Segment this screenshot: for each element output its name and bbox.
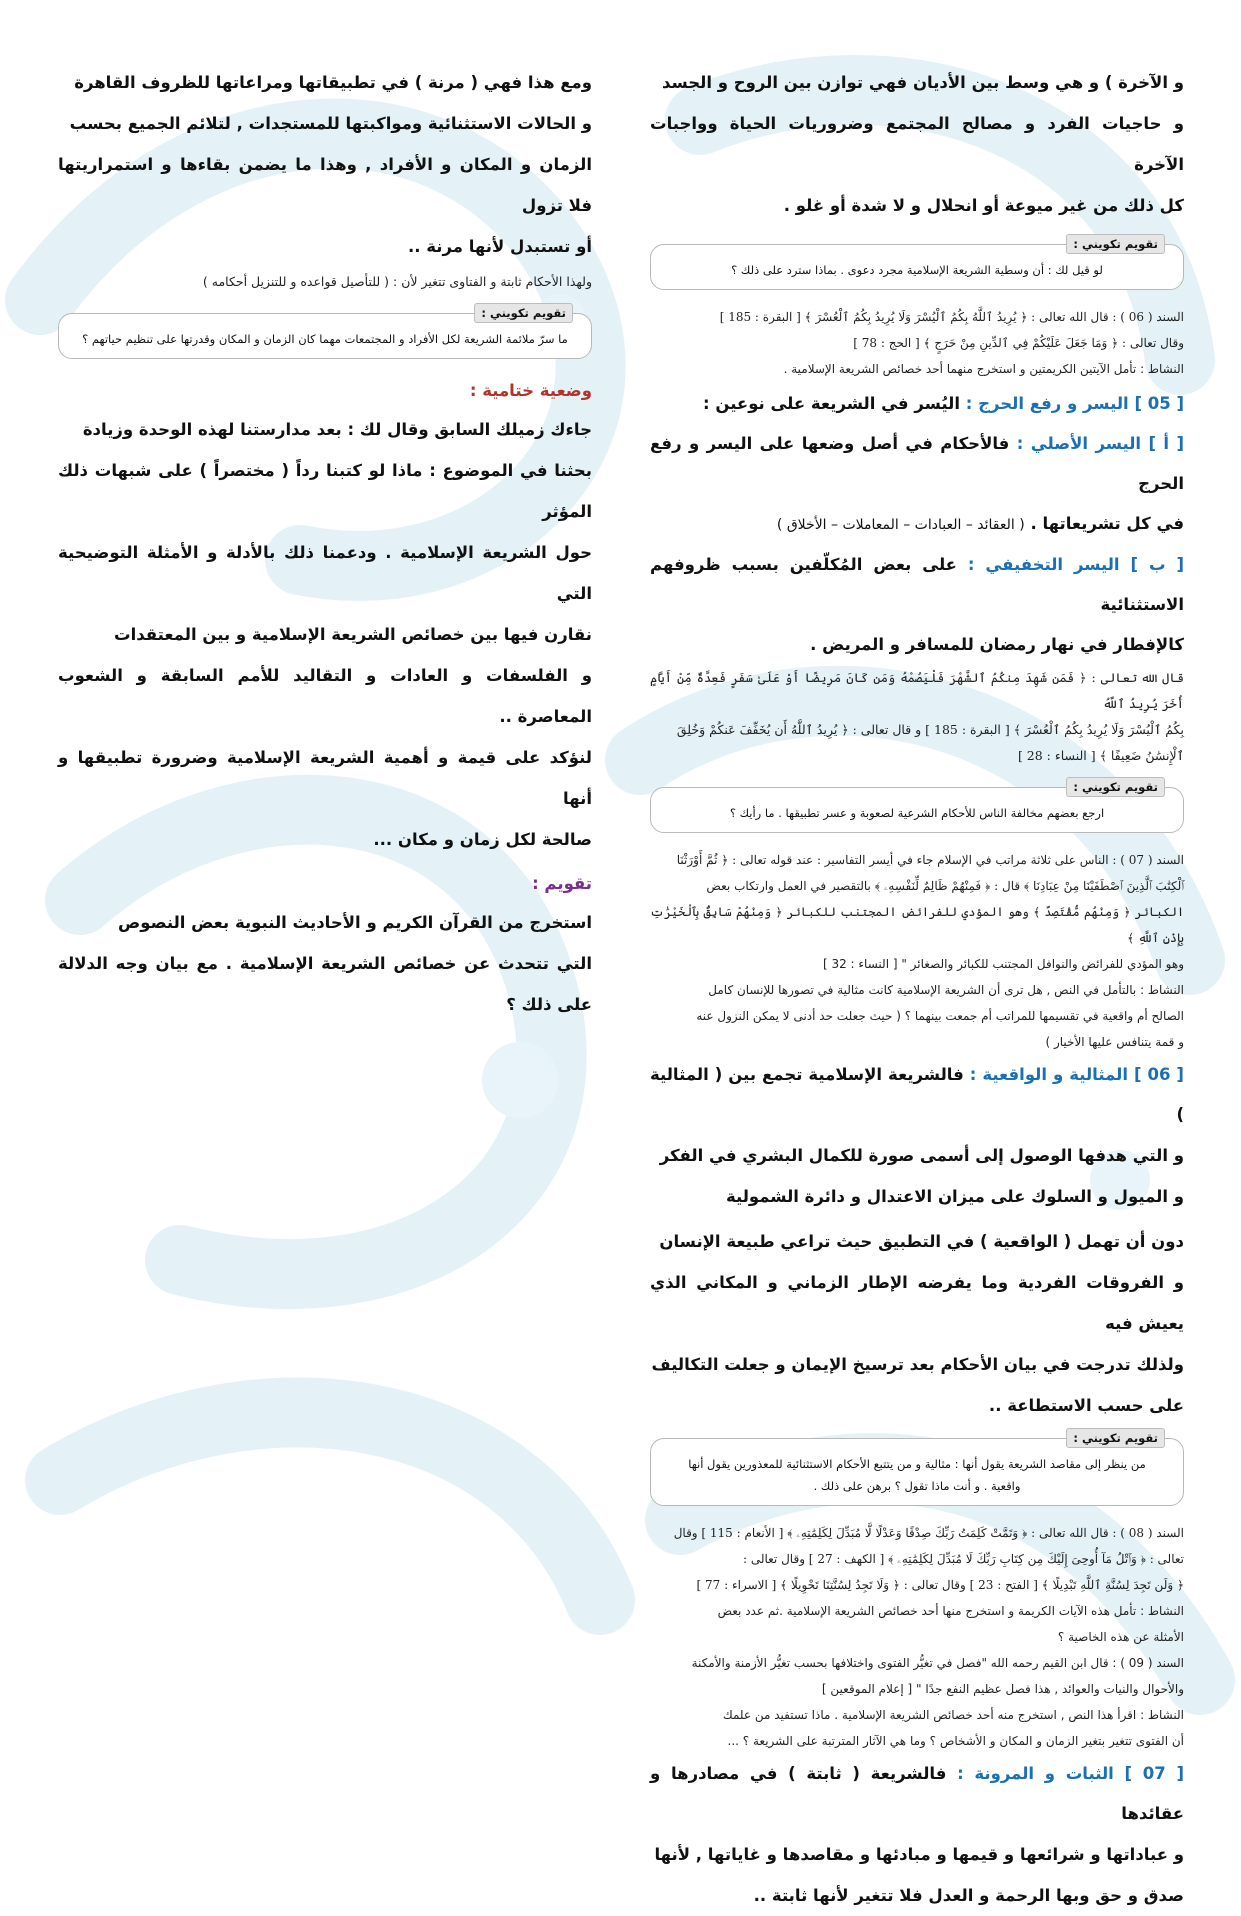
heading-06-number: [ 06 ]	[1133, 1065, 1184, 1084]
eval-tag: تقويم تكويني :	[1066, 1428, 1165, 1448]
p07-line-2: صدق و حق وبها الرحمة و العدل فلا تتغير لأنها ثابتة ..	[753, 1886, 1184, 1905]
sanad-08-line-2: تعالى : ﴿ وَٱتْلُ مَآ أُوحِىَ إِلَيْكَ مِن كِتَابِ رَبِّكَ لَا مُبَدِّلَ لِكَلِمَٰتِهِۦ ﴾ [ الكهف : 27 ] وقال تعالى :	[742, 1552, 1184, 1566]
closing-line-1: جاءك زميلك السابق وقال لك : بعد مدارستنا لهذه الوحدة وزيادة	[82, 420, 592, 439]
sanad-09-line-2: والأحوال والنيات والعوائد , هذا فصل عظيم النفع جدًا " [ إعلام الموقعين ]	[821, 1682, 1184, 1696]
fatwa-note: ولهذا الأحكام ثابتة و الفتاوى تتغير لأن : ( للتأصيل قواعده و للتنزيل أحكامه )	[202, 274, 592, 289]
p1-line-2: و الحالات الاستثنائية ومواكبتها للمستجدات , لتلائم الجميع بحسب	[69, 114, 592, 133]
formative-eval-box-1	[650, 237, 1184, 290]
eval-tag: تقويم تكويني :	[474, 303, 573, 323]
ayat-b-line-1: قال الله تعالى : ﴿ فَمَن شَهِدَ مِنكُمُ ٱلشَّهْرَ فَلْيَصُمْهُ وَمَن كَانَ مَرِيضًا أَوْ عَلَىٰ سَفَرٍ فَعِدَّةٌ مِّنْ أَيَّامٍ أُخَرَ يُرِيدُ ٱللَّهُ	[650, 670, 1184, 711]
heading-06-text: فالشريعة الإسلامية تجمع بين ( المثالية )	[650, 1065, 1184, 1124]
p06b-line-2: و الفروقات الفردية وما يفرضه الإطار الزماني و المكاني الذي يعيش فيه	[650, 1273, 1184, 1333]
p06b-line-3: ولذلك تدرجت في بيان الأحكام بعد ترسيخ الإيمان و جعلت التكاليف	[651, 1355, 1184, 1374]
closing-situation-title: وضعية ختامية :	[469, 381, 592, 400]
item-b-line-2: كالإفطار في نهار رمضان للمسافر و المريض .	[810, 635, 1184, 654]
ayat-b-line-2: بِكُمُ ٱلْيُسْرَ وَلَا يُرِيدُ بِكُمُ ٱلْعُسْرَ ﴾ [ البقرة : 185 ] و قال تعالى : ﴿ يُرِيدُ ٱللَّهُ أَن يُخَفِّفَ عَنكُمْ وَخُلِقَ	[676, 722, 1184, 737]
item-b	[650, 545, 1184, 625]
sanad-07-line-2: ٱلْكِتَٰبَ ٱلَّذِينَ ٱصْطَفَيْنَا مِنْ عِبَادِنَا ﴾ قال : ﴿ فَمِنْهُمْ ظَالِمٌ لِّنَفْسِهِۦ ﴾ بالتقصير في العمل وارتكاب بعض	[706, 879, 1184, 893]
p06b-line-4: على حسب الاستطاعة ..	[988, 1396, 1184, 1415]
left-column	[58, 62, 592, 1025]
closing-line-4: نقارن فيها بين خصائص الشريعة الإسلامية و بين المعتقدات	[114, 625, 592, 644]
closing-line-6: لنؤكد على قيمة و أهمية الشريعة الإسلامية وضرورة تطبيقها و أنها	[58, 748, 592, 808]
p07-line-1: و عباداتها و شرائعها و قيمها و مبادئها و مقاصدها و غاياتها , لأنها	[654, 1845, 1184, 1864]
activity-07-line-2: الصالح أم واقعية في تقسيمها للمراتب أم جمعت بينهما ؟ ( حيث جعلت حد أدنى لا يمكن النزول عنه	[696, 1009, 1184, 1023]
sanad-09-line-3: النشاط : اقرأ هذا النص , استخرج منه أحد خصائص الشريعة الإسلامية . ماذا تستفيد من علمك	[722, 1708, 1184, 1722]
closing-line-7: صالحة لكل زمان و مكان ...	[373, 830, 592, 849]
eval-question-2: واقعية . و أنت ماذا تقول ؟ برهن على ذلك .	[813, 1479, 1021, 1493]
activity-07-line-1: النشاط : بالتأمل في النص , هل ترى أن الشريعة الإسلامية كانت مثالية في تصورها للإنسان كامل	[708, 983, 1184, 997]
item-b-title: اليسر التخفيفي :	[967, 555, 1120, 574]
p1-line-4: أو تستبدل لأنها مرنة ..	[408, 237, 592, 256]
final-evaluation-title: تقويم :	[532, 874, 592, 893]
sanad-08-line-5: الأمثلة عن هذه الخاصية ؟	[1057, 1630, 1184, 1644]
closing-line-5: و الفلسفات و العادات و التقاليد للأمم السابقة و الشعوب المعاصرة ..	[58, 666, 592, 726]
sanad-06-activity: النشاط : تأمل الآيتين الكريمتين و استخرج منهما أحد خصائص الشريعة الإسلامية .	[783, 362, 1184, 376]
heading-06	[650, 1055, 1184, 1135]
ayat-b-line-3: ٱلْإِنسَٰنُ ضَعِيفًا ﴾ [ النساء : 28 ]	[1017, 748, 1184, 763]
item-b-text: على بعض المُكلّفين بسبب ظروفهم الاستثنائية	[650, 555, 1184, 614]
p06-line-2: و الميول و السلوك على ميزان الاعتدال و دائرة الشمولية	[725, 1187, 1184, 1206]
right-column	[650, 62, 1184, 1916]
sanad-07-line-4: وهو المؤدي للفرائض والنوافل المجتنب للكبائر والصغائر " [ النساء : 32 ]	[822, 957, 1184, 971]
eval-question-1: من ينظر إلى مقاصد الشريعة يقول أنها : مثالية و من يتتبع الأحكام الاستثنائية للمعذورين يقول أنها	[688, 1457, 1146, 1471]
formative-eval-box-3	[650, 1431, 1184, 1506]
item-a-label: [ أ ]	[1148, 434, 1184, 453]
heading-05-title: اليسر و رفع الحرج :	[965, 394, 1129, 413]
heading-05	[650, 384, 1184, 424]
intro-line-2: و حاجيات الفرد و مصالح المجتمع وضروريات الحياة وواجبات الآخرة	[650, 114, 1184, 174]
heading-05-number: [ 05 ]	[1134, 394, 1184, 413]
sanad-08-line-1: السند ( 08 ) : قال الله تعالى : ﴿ وَتَمَّتْ كَلِمَتُ رَبِّكَ صِدْقًا وَعَدْلًا لَّا مُبَدِّلَ لِكَلِمَٰتِهِۦ ﴾ [ الأنعام : 115 ] وقال	[673, 1526, 1184, 1540]
sanad-07-line-3: الكبائر ﴿ وَمِنْهُم مُّقْتَصِدٌ ﴾ وهو المؤدي للفرائض المجتنب للكبائر ﴿ وَمِنْهُمْ سَابِقٌۢ بِٱلْخَيْرَٰتِ بِإِذْنِ ٱللَّهِ ﴾	[650, 905, 1184, 945]
item-a	[650, 424, 1184, 504]
p06-line-1: و التي هدفها الوصول إلى أسمى صورة للكمال البشري في الفكر	[659, 1146, 1184, 1165]
eval-question: ما سرّ ملائمة الشريعة لكل الأفراد و المجتمعات مهما كان الزمان و المكان وقدرتها على تنظيم حياتهم ؟	[82, 332, 568, 346]
item-a-text: فالأحكام في أصل وضعها على اليسر و رفع الحرج	[650, 434, 1184, 493]
eval-question: لو قيل لك : أن وسطية الشريعة الإسلامية مجرد دعوى . بماذا سترد على ذلك ؟	[731, 263, 1103, 277]
sanad-08-line-3: ﴿ وَلَن تَجِدَ لِسُنَّةِ ٱللَّهِ تَبْدِيلًا ﴾ [ الفتح : 23 ] وقال تعالى : ﴿ وَلَا تَجِدُ لِسُنَّتِنَا تَحْوِيلًا ﴾ [ الاسراء : 77 ]	[696, 1578, 1184, 1592]
sanad-07-line-1: السند ( 07 ) : الناس على ثلاثة مراتب في الإسلام جاء في أيسر التفاسير : عند قوله تعالى : ﴿ ثُمَّ أَوْرَثْنَا	[676, 853, 1184, 867]
final-line-2: التي تتحدث عن خصائص الشريعة الإسلامية . مع بيان وجه الدلالة على ذلك ؟	[58, 954, 592, 1014]
activity-07-line-3: و قمة يتنافس عليها الأخيار )	[1045, 1035, 1184, 1049]
intro-line-1: و الآخرة ) و هي وسط بين الأديان فهي توازن بين الروح و الجسد	[661, 73, 1184, 92]
item-a-title: اليسر الأصلي :	[1016, 434, 1142, 453]
final-line-1: استخرج من القرآن الكريم و الأحاديث النبوية بعض النصوص	[118, 913, 592, 932]
closing-line-2: بحثنا في الموضوع : ماذا لو كتبنا رداً ( مختصراً ) على شبهات ذلك المؤثر	[58, 461, 592, 521]
item-b-label: [ ب ]	[1130, 555, 1184, 574]
sanad-09-line-1: السند ( 09 ) : قال ابن القيم رحمه الله "فصل في تغيُّر الفتوى واختلافها بحسب تغيُّر الأزمنة والأمكنة	[691, 1656, 1184, 1670]
formative-eval-box-left	[58, 306, 592, 359]
sanad-06-line-1: السند ( 06 ) : قال الله تعالى : ﴿ يُرِيدُ ٱللَّهُ بِكُمُ ٱلْيُسْرَ وَلَا يُرِيدُ بِكُمُ ٱلْعُسْرَ ﴾ [ البقرة : 185 ]	[719, 310, 1184, 324]
eval-tag: تقويم تكويني :	[1066, 777, 1165, 797]
eval-question: ارجع بعضهم مخالفة الناس للأحكام الشرعية لصعوبة و عسر تطبيقها . ما رأيك ؟	[729, 806, 1105, 820]
eval-tag: تقويم تكويني :	[1066, 234, 1165, 254]
item-a-text-2: في كل تشريعاتها .	[1030, 514, 1184, 533]
item-a-list: ( العقائد – العبادات – المعاملات – الأخلاق )	[776, 517, 1025, 533]
p06b-line-1: دون أن تهمل ( الواقعية ) في التطبيق حيث تراعي طبيعة الإنسان	[659, 1232, 1184, 1251]
heading-06-title: المثالية و الواقعية :	[969, 1065, 1128, 1084]
item-a-line-2	[650, 504, 1184, 545]
closing-line-3: حول الشريعة الإسلامية . ودعمنا ذلك بالأدلة و الأمثلة التوضيحية التي	[58, 543, 592, 603]
sanad-08-line-4: النشاط : تأمل هذه الآيات الكريمة و استخرج منها أحد خصائص الشريعة الإسلامية .ثم عدد بعض	[717, 1604, 1184, 1618]
heading-07-title: الثبات و المرونة :	[957, 1764, 1114, 1783]
heading-07	[650, 1754, 1184, 1834]
formative-eval-box-2	[650, 780, 1184, 833]
heading-05-text: اليُسر في الشريعة على نوعين :	[703, 394, 960, 413]
sanad-06-line-2: وقال تعالى : ﴿ وَمَا جَعَلَ عَلَيْكُمْ فِي ٱلدِّينِ مِنْ حَرَجٍ ﴾ [ الحج : 78 ]	[853, 336, 1184, 350]
p1-line-3: الزمان و المكان و الأفراد , وهذا ما يضمن بقاءها و استمراريتها فلا تزول	[58, 155, 592, 215]
heading-07-text: فالشريعة ( ثابتة ) في مصادرها و عقائدها	[650, 1764, 1184, 1823]
intro-line-3: كل ذلك من غير ميوعة أو انحلال و لا شدة أو غلو .	[783, 196, 1184, 215]
p1-line-1: ومع هذا فهي ( مرنة ) في تطبيقاتها ومراعاتها للظروف القاهرة	[74, 73, 592, 92]
sanad-09-line-4: أن الفتوى تتغير بتغير الزمان و المكان و الأشخاص ؟ وما هي الآثار المترتبة على الشريعة ؟ ...	[727, 1734, 1184, 1748]
heading-07-number: [ 07 ]	[1124, 1764, 1184, 1783]
